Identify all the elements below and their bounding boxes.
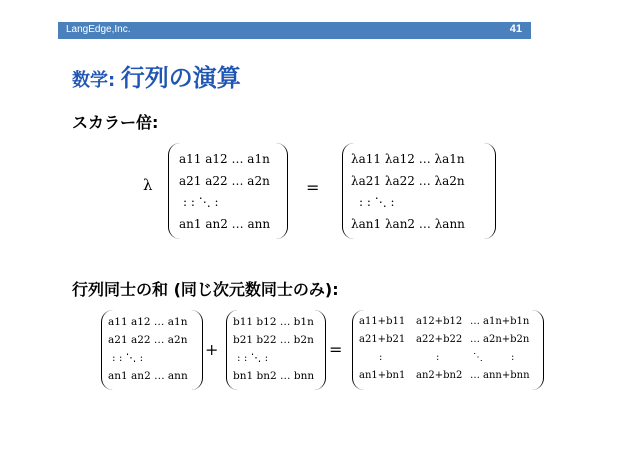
- company-name: LangEdge,Inc.: [66, 24, 131, 35]
- matrix-row: bn1 bn2 … bnn: [233, 370, 315, 382]
- matrix-row: λan1 λan2 … λann: [351, 217, 465, 231]
- title-prefix: 数学:: [72, 70, 116, 91]
- scalar-lambda: λ: [143, 176, 153, 194]
- matrix-row: a11 a12 … a1n: [108, 316, 188, 328]
- matrix-lambda-a: [342, 143, 496, 239]
- matrix-row: : : ⋱ :: [237, 352, 269, 364]
- section-heading-scalar: スカラー倍:: [72, 113, 159, 132]
- matrix-row: an1 an2 … ann: [108, 370, 188, 382]
- matrix-row: λa11 λa12 … λa1n: [351, 152, 465, 166]
- matrix-row: a21 a22 … a2n: [108, 334, 188, 346]
- matrix-cell: a1n+b1n: [483, 316, 530, 327]
- equals-sign: =: [306, 178, 320, 197]
- section-heading-sum: 行列同士の和 (同じ次元数同士のみ):: [72, 280, 339, 299]
- matrix-row: : : ⋱ :: [183, 195, 219, 209]
- matrix-cell: a2n+b2n: [483, 334, 530, 345]
- page-number: 41: [509, 23, 522, 35]
- matrix-row: : : ⋱ :: [112, 352, 144, 364]
- matrix-cell: a11+b11: [359, 316, 406, 327]
- matrix-row: : : ⋱ :: [359, 195, 395, 209]
- matrix-row: a21 a22 … a2n: [179, 174, 270, 188]
- matrix-cell: :: [511, 352, 515, 363]
- title-main: 行列の演算: [120, 64, 241, 92]
- matrix-row: λa21 λa22 … λa2n: [351, 174, 465, 188]
- matrix-a-scalar: [168, 143, 288, 239]
- matrix-cell: a21+b21: [359, 334, 406, 345]
- matrix-a: [101, 310, 203, 390]
- matrix-cell: …: [470, 316, 480, 327]
- matrix-cell: :: [379, 352, 383, 363]
- matrix-cell: …: [470, 334, 480, 345]
- matrix-cell: a22+b22: [416, 334, 463, 345]
- matrix-b: [226, 310, 326, 390]
- slide-title: [72, 58, 241, 93]
- matrix-row: an1 an2 … ann: [179, 217, 271, 231]
- matrix-cell: ann+bnn: [483, 370, 530, 381]
- matrix-cell: ⋱: [473, 352, 483, 363]
- matrix-cell: a12+b12: [416, 316, 463, 327]
- matrix-sum: [352, 310, 544, 390]
- matrix-row: a11 a12 … a1n: [179, 152, 270, 166]
- header-bar: [58, 22, 531, 39]
- plus-sign: +: [205, 340, 219, 359]
- equals-sign-sum: =: [329, 340, 343, 359]
- matrix-row: b11 b12 … b1n: [233, 316, 314, 328]
- matrix-cell: :: [436, 352, 440, 363]
- matrix-cell: an1+bn1: [359, 370, 406, 381]
- matrix-cell: an2+bn2: [416, 370, 463, 381]
- matrix-row: b21 b22 … b2n: [233, 334, 314, 346]
- matrix-cell: …: [470, 370, 480, 381]
